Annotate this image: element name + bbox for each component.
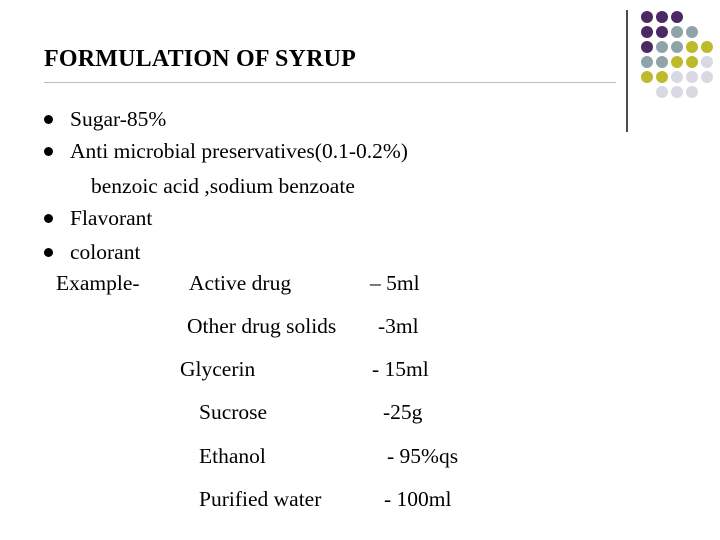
decorative-dot — [656, 56, 668, 68]
ingredient-name: Sucrose — [199, 400, 268, 424]
decorative-dot — [671, 56, 683, 68]
decorative-dot — [641, 11, 653, 23]
bullet-dot-icon — [44, 147, 53, 156]
decorative-dot — [701, 71, 713, 83]
ingredient-quantity: - 100ml — [384, 487, 452, 511]
decorative-dot — [656, 86, 668, 98]
decorative-dot — [656, 11, 668, 23]
ingredient-name: Active drug — [189, 271, 292, 295]
slide-title: FORMULATION OF SYRUP — [44, 46, 356, 72]
decorative-dot — [641, 26, 653, 38]
preservative-examples: benzoic acid ,sodium benzoate — [91, 174, 355, 198]
ingredient-name: Other drug solids — [187, 314, 337, 338]
decorative-dot — [671, 86, 683, 98]
bullet-dot-icon — [44, 248, 53, 257]
bullet-text: Flavorant — [70, 206, 153, 230]
ingredient-quantity: - 15ml — [372, 357, 429, 381]
vertical-divider — [626, 10, 628, 132]
bullet-dot-icon — [44, 115, 53, 124]
decorative-dot — [686, 86, 698, 98]
decorative-dot — [641, 56, 653, 68]
ingredient-quantity: -25g — [383, 400, 423, 424]
decorative-dot — [656, 41, 668, 53]
title-divider — [44, 82, 616, 83]
decorative-dot — [701, 41, 713, 53]
decorative-dot — [671, 41, 683, 53]
ingredient-name: Ethanol — [199, 444, 266, 468]
ingredient-name: Purified water — [199, 487, 322, 511]
bullet-text: Anti microbial preservatives(0.1-0.2%) — [70, 139, 408, 163]
decorative-dot-grid — [641, 11, 720, 121]
decorative-dot — [701, 56, 713, 68]
decorative-dot — [671, 26, 683, 38]
bullet-dot-icon — [44, 214, 53, 223]
ingredient-quantity: – 5ml — [370, 271, 420, 295]
decorative-dot — [671, 11, 683, 23]
ingredient-quantity: - 95%qs — [387, 444, 459, 468]
decorative-dot — [686, 41, 698, 53]
decorative-dot — [641, 41, 653, 53]
decorative-dot — [641, 71, 653, 83]
decorative-dot — [656, 71, 668, 83]
decorative-dot — [686, 71, 698, 83]
ingredient-name: Glycerin — [180, 357, 256, 381]
bullet-text: colorant — [70, 240, 141, 264]
example-label: Example- — [56, 271, 140, 295]
bullet-text: Sugar-85% — [70, 107, 167, 131]
decorative-dot — [686, 56, 698, 68]
ingredient-quantity: -3ml — [378, 314, 419, 338]
decorative-dot — [656, 26, 668, 38]
decorative-dot — [671, 71, 683, 83]
decorative-dot — [686, 26, 698, 38]
